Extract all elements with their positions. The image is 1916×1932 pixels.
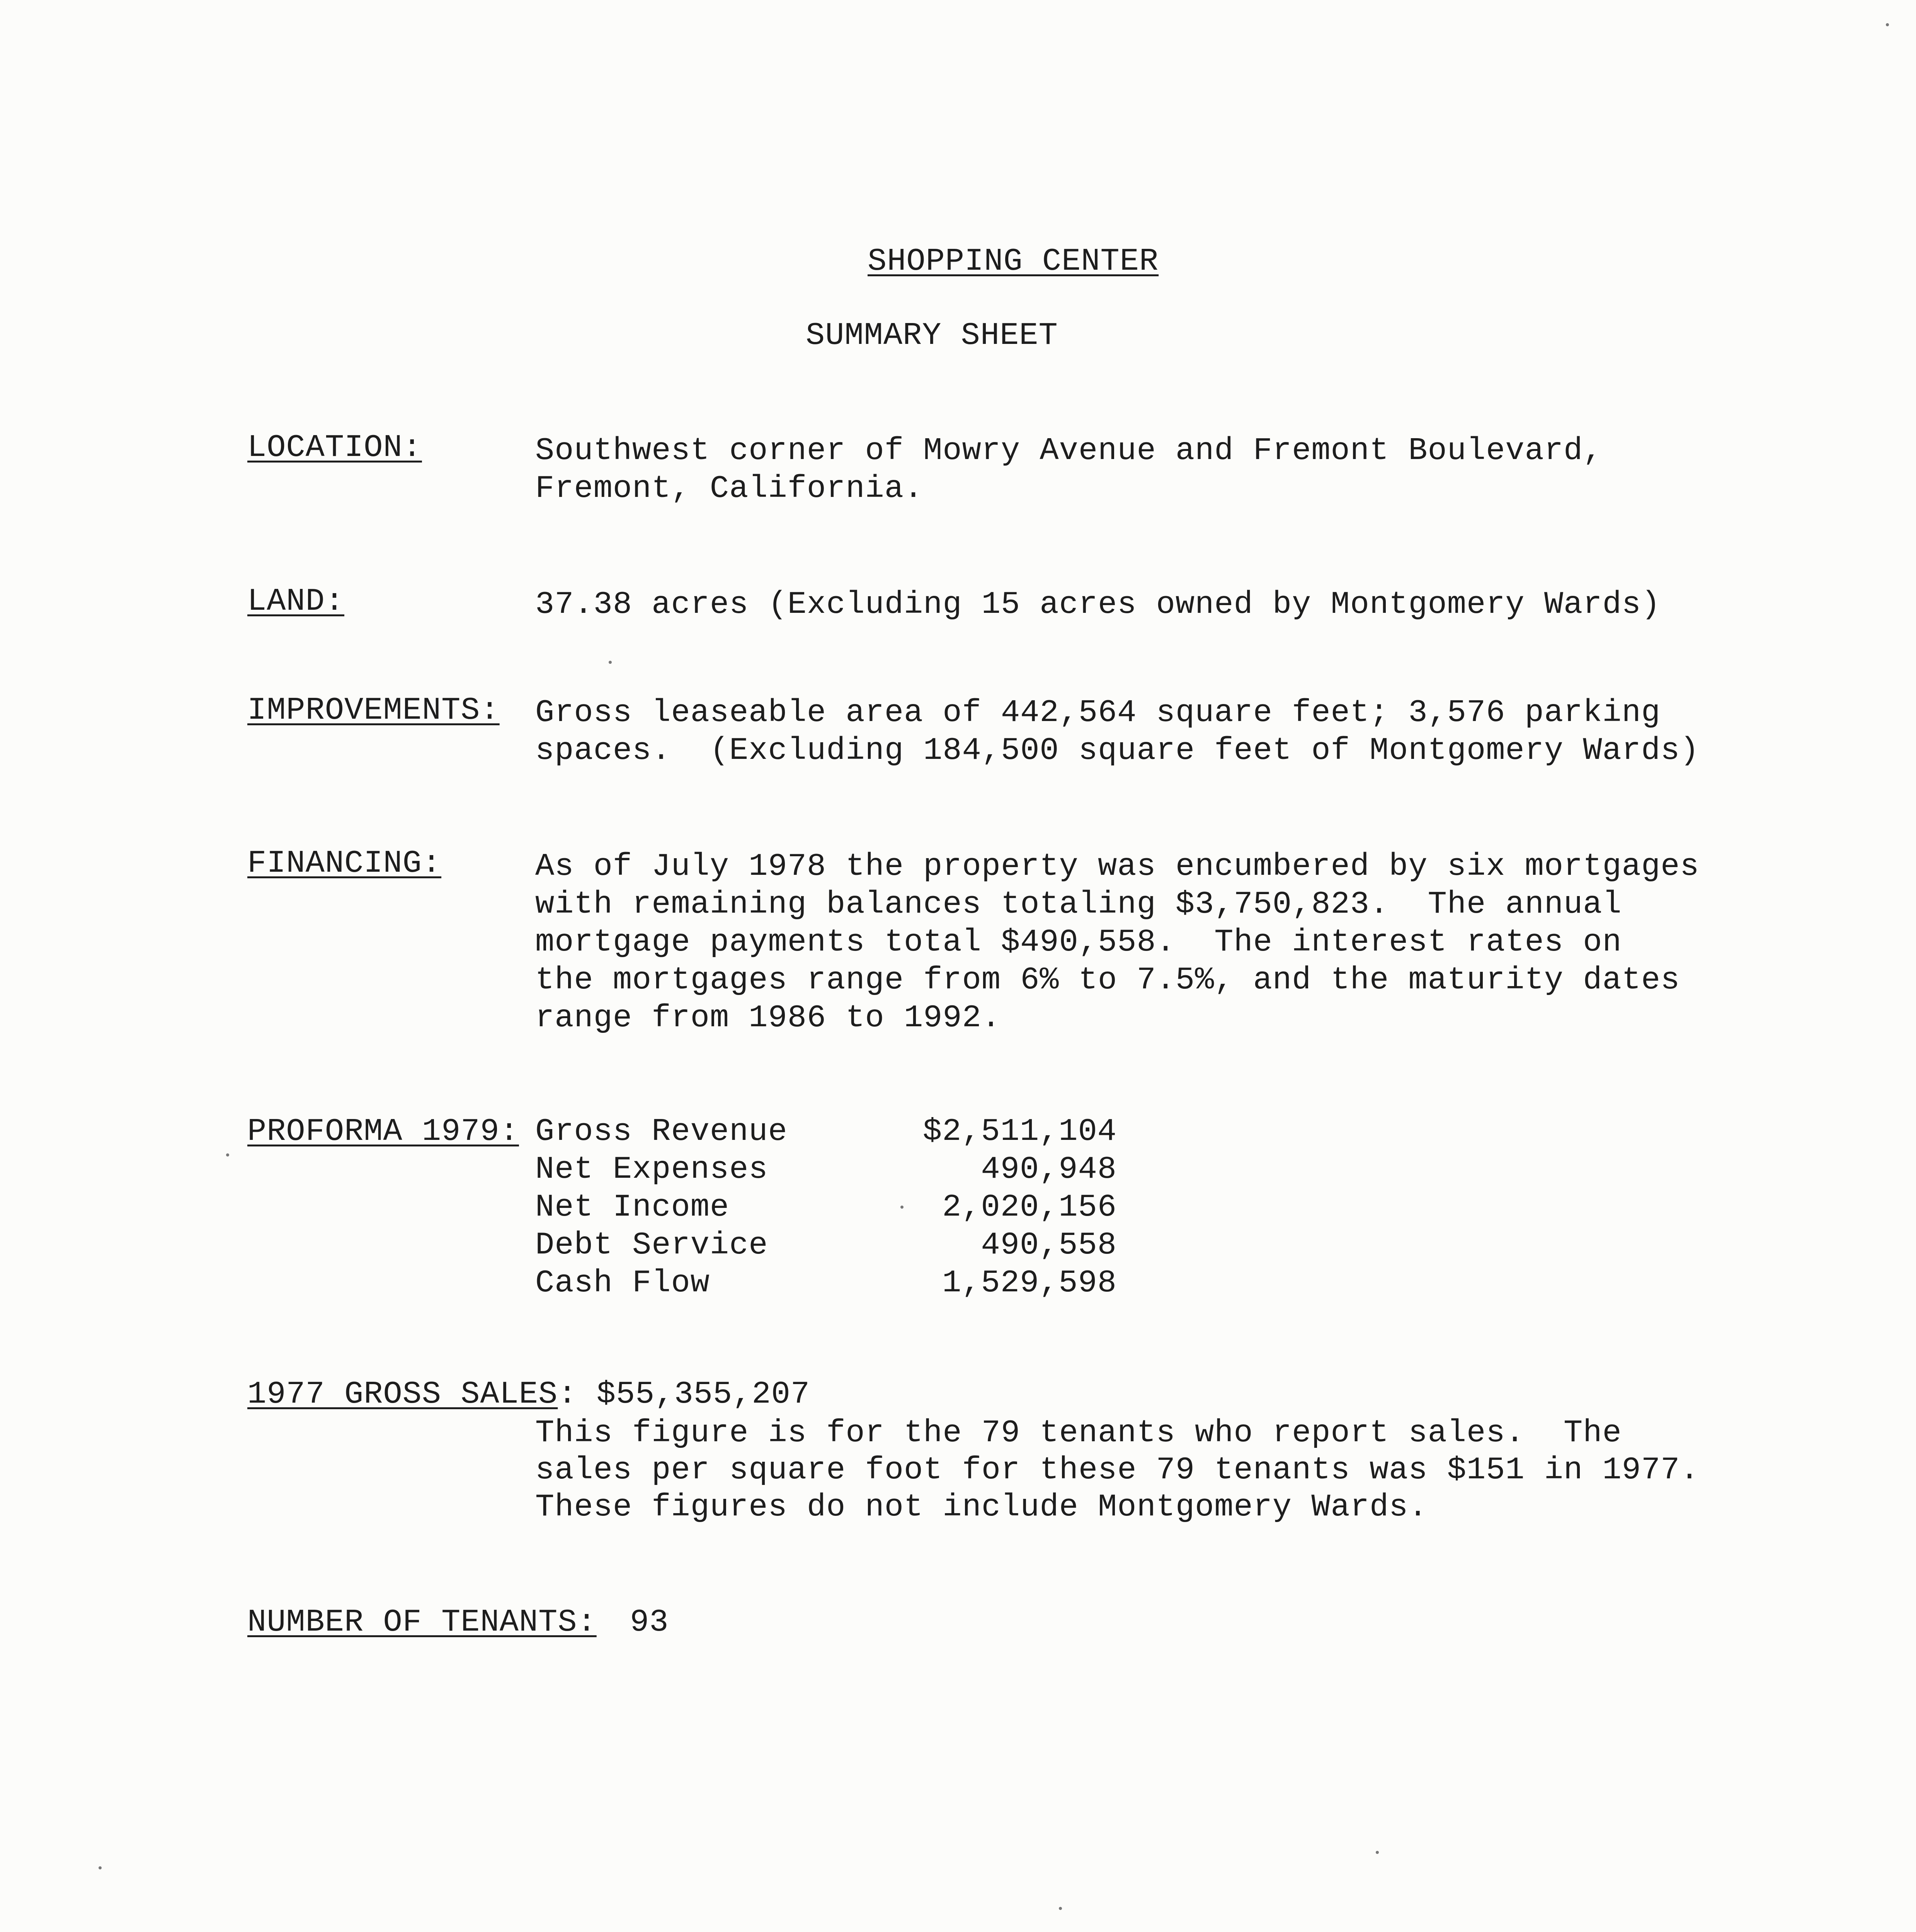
gross-sales-line-1: This figure is for the 79 tenants who report sales. The — [535, 1415, 1622, 1451]
scan-speck — [900, 1206, 904, 1209]
gross-sales-line-2: sales per square foot for these 79 tenants was $151 in 1977. — [535, 1452, 1700, 1488]
financing-label: FINANCING: — [247, 845, 442, 881]
location-label: LOCATION: — [247, 430, 422, 466]
gross-sales-line-3: These figures do not include Montgomery Wards. — [535, 1489, 1428, 1525]
gross-sales-heading — [247, 1376, 810, 1413]
improvements-label: IMPROVEMENTS: — [247, 692, 500, 728]
scan-speck — [609, 661, 612, 664]
proforma-item: Gross Revenue — [535, 1114, 788, 1150]
improvements-line-2: spaces. (Excluding 184,500 square feet of Montgomery Wards) — [535, 733, 1700, 769]
proforma-value: $2,511,104 — [922, 1114, 1117, 1150]
financing-line-1: As of July 1978 the property was encumbered by six mortgages — [535, 849, 1700, 884]
financing-line-4: the mortgages range from 6% to 7.5%, and the maturity dates — [535, 962, 1680, 998]
location-line-2: Fremont, California. — [535, 471, 924, 507]
proforma-item: Net Income — [535, 1189, 730, 1225]
proforma-value: 490,948 — [981, 1151, 1117, 1187]
gross-sales-value: : $55,355,207 — [558, 1376, 810, 1412]
tenants-label: NUMBER OF TENANTS: — [247, 1604, 597, 1640]
scan-speck — [1059, 1907, 1062, 1910]
page-title: SHOPPING CENTER — [868, 243, 1159, 279]
proforma-item: Cash Flow — [535, 1265, 710, 1301]
proforma-value: 2,020,156 — [942, 1189, 1117, 1225]
gross-sales-label: 1977 GROSS SALES — [247, 1376, 558, 1412]
scan-speck — [226, 1153, 229, 1156]
financing-line-3: mortgage payments total $490,558. The interest rates on — [535, 924, 1622, 960]
financing-line-5: range from 1986 to 1992. — [535, 1000, 1001, 1036]
proforma-item: Debt Service — [535, 1227, 768, 1263]
page-subtitle: SUMMARY SHEET — [806, 318, 1058, 354]
scan-speck — [1886, 23, 1889, 26]
location-line-1: Southwest corner of Mowry Avenue and Fremont Boulevard, — [535, 433, 1603, 469]
tenants-value: 93 — [630, 1604, 669, 1640]
land-line-1: 37.38 acres (Excluding 15 acres owned by Montgomery Wards) — [535, 587, 1661, 622]
scan-speck — [1376, 1851, 1379, 1854]
proforma-item: Net Expenses — [535, 1151, 768, 1187]
improvements-line-1: Gross leaseable area of 442,564 square feet; 3,576 parking — [535, 695, 1661, 731]
financing-line-2: with remaining balances totaling $3,750,823. The annual — [535, 886, 1622, 922]
proforma-value: 1,529,598 — [942, 1265, 1117, 1301]
proforma-label: PROFORMA 1979: — [247, 1114, 519, 1150]
scan-speck — [99, 1866, 102, 1869]
proforma-value: 490,558 — [981, 1227, 1117, 1263]
land-label: LAND: — [247, 583, 345, 619]
